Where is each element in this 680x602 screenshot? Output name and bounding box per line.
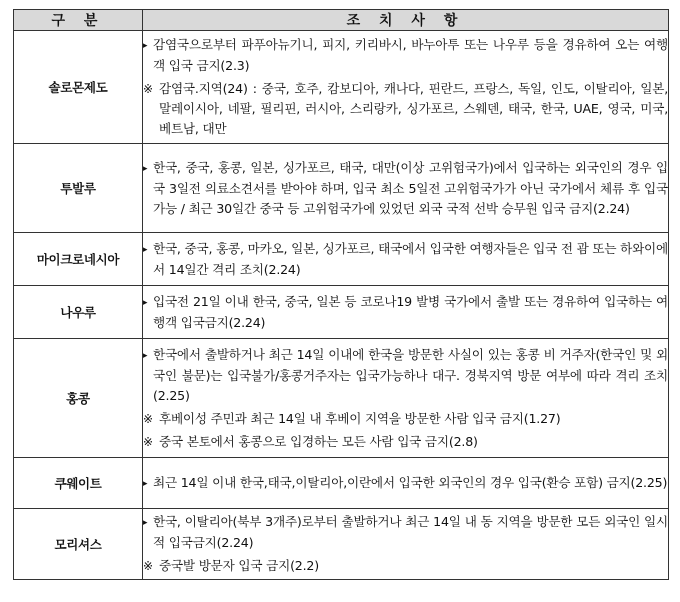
arrow-bullet-icon: ▸	[143, 350, 148, 361]
table-row	[14, 286, 669, 339]
region-cell: 모리셔스	[14, 509, 143, 580]
region-cell: 솔로몬제도	[14, 31, 143, 144]
note-text: 중국발 방문자 입국 금지(2.2)	[159, 558, 319, 573]
arrow-bullet-icon: ▸	[143, 163, 148, 174]
arrow-bullet-icon: ▸	[143, 478, 148, 489]
region-cell: 홍콩	[14, 339, 143, 458]
arrow-bullet-icon: ▸	[143, 518, 148, 528]
measure-text: 입국전 21일 이내 한국, 중국, 일본 등 코로나19 발병 국가에서 출발 또는 경유하여 입국하는 여행객 입국금지(2.24)	[153, 293, 668, 330]
note-text: 감염국.지역(24) : 중국, 호주, 캄보디아, 캐나다, 핀란드, 프랑스, 독일, 인도, 이탈리아, 일본, 말레이시아, 네팔, 필리핀, 러시아, 스리랑카, 싱가포르, 스웨덴, 태국, 한국, UAE, 영국, 미국, 베트남, 대만	[159, 81, 668, 136]
entry-restrictions-table	[13, 9, 669, 580]
measure-text: 한국, 중국, 홍콩, 일본, 싱가포르, 태국, 대만(이상 고위험국가)에서 입국하는 외국인의 경우 입국 3일전 의료소견서를 받아야 하며, 입국 최소 5일전 고위험국가가 아닌 국가에서 체류 후 입국 가능 / 최근 30일간 중국 등 고위험국가에 있었던 외국 국적 선박 승무원 입국 금지(2.24)	[153, 159, 668, 216]
note-text: 중국 본토에서 홍콩으로 입경하는 모든 사람 입국 금지(2.8)	[159, 433, 478, 449]
measure-item	[143, 345, 668, 406]
table-row	[14, 509, 669, 580]
measures-cell	[143, 339, 669, 458]
table-row	[14, 458, 669, 509]
table-row	[14, 144, 669, 233]
measure-text: 한국에서 출발하거나 최근 14일 이내에 한국을 방문한 사실이 있는 홍콩 비 거주자(한국인 및 외국인 불문)는 입국불가/홍콩거주자는 입국가능하나 대구. 경북지역 방문 여부에 따라 격리 조치(2.25)	[153, 346, 668, 403]
note-item	[143, 79, 668, 139]
measures-cell	[143, 458, 669, 509]
note-item	[143, 409, 668, 429]
measure-item	[143, 473, 668, 494]
region-cell: 마이크로네시아	[14, 233, 143, 286]
measure-item	[143, 158, 668, 219]
reference-mark-icon: ※	[143, 434, 153, 449]
header-row	[14, 10, 669, 31]
measure-text: 한국, 이탈리아(북부 3개주)로부터 출발하거나 최근 14일 내 동 지역을 방문한 모든 외국인 일시적 입국금지(2.24)	[153, 514, 668, 550]
region-cell: 투발루	[14, 144, 143, 233]
measure-item	[143, 512, 668, 553]
arrow-bullet-icon: ▸	[143, 297, 148, 308]
reference-mark-icon: ※	[143, 82, 153, 96]
measure-text: 감염국으로부터 파푸아뉴기니, 피지, 키리바시, 바누아투 또는 나우루 등을 경유하여 오는 여행객 입국 금지(2.3)	[153, 37, 668, 73]
measure-item	[143, 239, 668, 280]
table-row	[14, 339, 669, 458]
reference-mark-icon: ※	[143, 559, 153, 573]
arrow-bullet-icon: ▸	[143, 41, 148, 51]
measures-cell	[143, 233, 669, 286]
measure-item	[143, 292, 668, 333]
measure-text: 최근 14일 이내 한국,태국,이탈리아,이란에서 입국한 외국인의 경우 입국(환승 포함) 금지(2.25)	[153, 474, 668, 490]
measures-cell	[143, 286, 669, 339]
note-item	[143, 556, 668, 576]
measure-text: 한국, 중국, 홍콩, 마카오, 일본, 싱가포르, 태국에서 입국한 여행자들은 입국 전 괌 또는 하와이에서 14일간 격리 조치(2.24)	[153, 240, 668, 277]
table-row	[14, 233, 669, 286]
measures-cell	[143, 144, 669, 233]
measure-item	[143, 35, 668, 76]
region-cell: 쿠웨이트	[14, 458, 143, 509]
header-measures: 조 치 사 항	[143, 10, 669, 31]
header-category: 구 분	[14, 10, 143, 31]
measures-cell	[143, 31, 669, 144]
region-cell: 나우루	[14, 286, 143, 339]
reference-mark-icon: ※	[143, 411, 153, 426]
note-item	[143, 432, 668, 452]
arrow-bullet-icon: ▸	[143, 244, 148, 255]
table-row	[14, 31, 669, 144]
note-text: 후베이성 주민과 최근 14일 내 후베이 지역을 방문한 사람 입국 금지(1.27)	[159, 410, 561, 426]
measures-cell	[143, 509, 669, 580]
